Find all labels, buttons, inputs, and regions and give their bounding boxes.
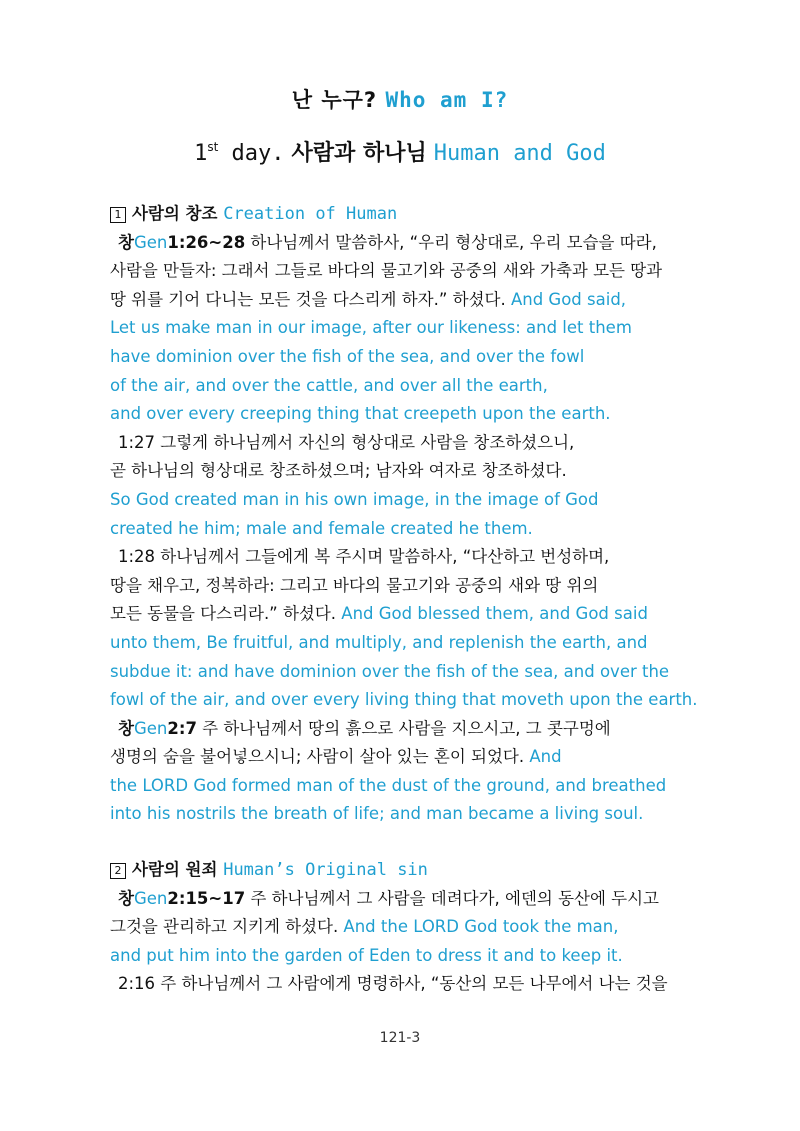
verse-line-english: into his nostrils the breath of life; and man became a living soul. bbox=[110, 804, 644, 824]
verse-line: 사람을 만들자: 그래서 그들로 바다의 물고기와 공중의 새와 가축과 모든 땅과 bbox=[110, 261, 663, 281]
section-number-box: 2 bbox=[110, 863, 126, 879]
verse-line: 창Gen2:7 주 하나님께서 땅의 흙으로 사람을 지으시고, 그 콧구멍에 bbox=[118, 718, 611, 738]
verse-line-english: subdue it: and have dominion over the fish of the sea, and over the bbox=[110, 661, 670, 681]
verse-reference: 창Gen1:26~28 bbox=[118, 232, 246, 252]
verse-line: 2:16 주 하나님께서 그 사람에게 명령하사, “동산의 모든 나무에서 나는 것을 bbox=[118, 974, 668, 994]
verse-line: 1:27 그렇게 하나님께서 자신의 형상대로 사람을 창조하셨으니, bbox=[118, 432, 575, 452]
verse-line-english: have dominion over the fish of the sea, and over the fowl bbox=[110, 346, 585, 366]
verse-line-english: unto them, Be fruitful, and multiply, and replenish the earth, and bbox=[110, 632, 648, 652]
section-heading-korean: 사람의 원죄 bbox=[132, 860, 218, 879]
section-number-box: 1 bbox=[110, 207, 126, 223]
verse-line: 땅 위를 기어 다니는 모든 것을 다스리게 하자.” 하셨다. And God said, bbox=[110, 289, 627, 309]
day-word: day. bbox=[218, 141, 285, 166]
section-creation bbox=[110, 200, 710, 829]
verse-line-english: created he him; male and female created he them. bbox=[110, 518, 533, 538]
title-english: Who am I? bbox=[385, 88, 509, 112]
verse-line-english: Let us make man in our image, after our likeness: and let them bbox=[110, 318, 632, 338]
verse-line: 모든 동물을 다스리라.” 하셨다. And God blessed them, and God said bbox=[110, 604, 648, 624]
day-number: 1 bbox=[194, 141, 208, 166]
title-korean: 난 누구? bbox=[291, 88, 378, 112]
verse-line-english: the LORD God formed man of the dust of the ground, and breathed bbox=[110, 775, 667, 795]
verse-line: 생명의 숨을 불어넣으시니; 사람이 살아 있는 혼이 되었다. And bbox=[110, 747, 562, 767]
verse-line-english: of the air, and over the cattle, and over all the earth, bbox=[110, 375, 548, 395]
verse-reference: 창Gen2:7 bbox=[118, 718, 197, 738]
page-number: 121-3 bbox=[379, 1030, 421, 1046]
section-heading bbox=[110, 200, 710, 229]
verse-reference: 창Gen2:15~17 bbox=[118, 888, 246, 908]
section-heading-english: Creation of Human bbox=[223, 204, 398, 224]
verse-line-english: fowl of the air, and over every living thing that moveth upon the earth. bbox=[110, 690, 698, 710]
verse-line: 창Gen1:26~28 하나님께서 말씀하사, “우리 형상대로, 우리 모습을 따라, bbox=[118, 232, 657, 252]
verse-line: 그것을 관리하고 지키게 하셨다. And the LORD God took the man, bbox=[110, 917, 619, 937]
page-title bbox=[0, 84, 800, 114]
verse-line: 창Gen2:15~17 주 하나님께서 그 사람을 데려다가, 에덴의 동산에 두시고 bbox=[118, 888, 659, 908]
verse-line-english: So God created man in his own image, in the image of God bbox=[110, 489, 599, 509]
verse-line: 땅을 채우고, 정복하라: 그리고 바다의 물고기와 공중의 새와 땅 위의 bbox=[110, 575, 599, 595]
subtitle-english: Human and God bbox=[433, 141, 606, 166]
section-heading-korean: 사람의 창조 bbox=[132, 204, 218, 223]
section-heading bbox=[110, 856, 710, 885]
day-subtitle bbox=[0, 136, 800, 167]
verse-line-english: and put him into the garden of Eden to dress it and to keep it. bbox=[110, 945, 623, 965]
section-original-sin bbox=[110, 856, 710, 999]
verse-line: 곧 하나님의 형상대로 창조하셨으며; 남자와 여자로 창조하셨다. bbox=[110, 461, 567, 481]
section-heading-english: Human’s Original sin bbox=[223, 860, 428, 880]
subtitle-korean: 사람과 하나님 bbox=[291, 141, 427, 166]
verse-line: 1:28 하나님께서 그들에게 복 주시며 말씀하사, “다산하고 번성하며, bbox=[118, 547, 610, 567]
verse-line-english: and over every creeping thing that creepeth upon the earth. bbox=[110, 404, 611, 424]
day-ordinal: st bbox=[207, 140, 219, 154]
